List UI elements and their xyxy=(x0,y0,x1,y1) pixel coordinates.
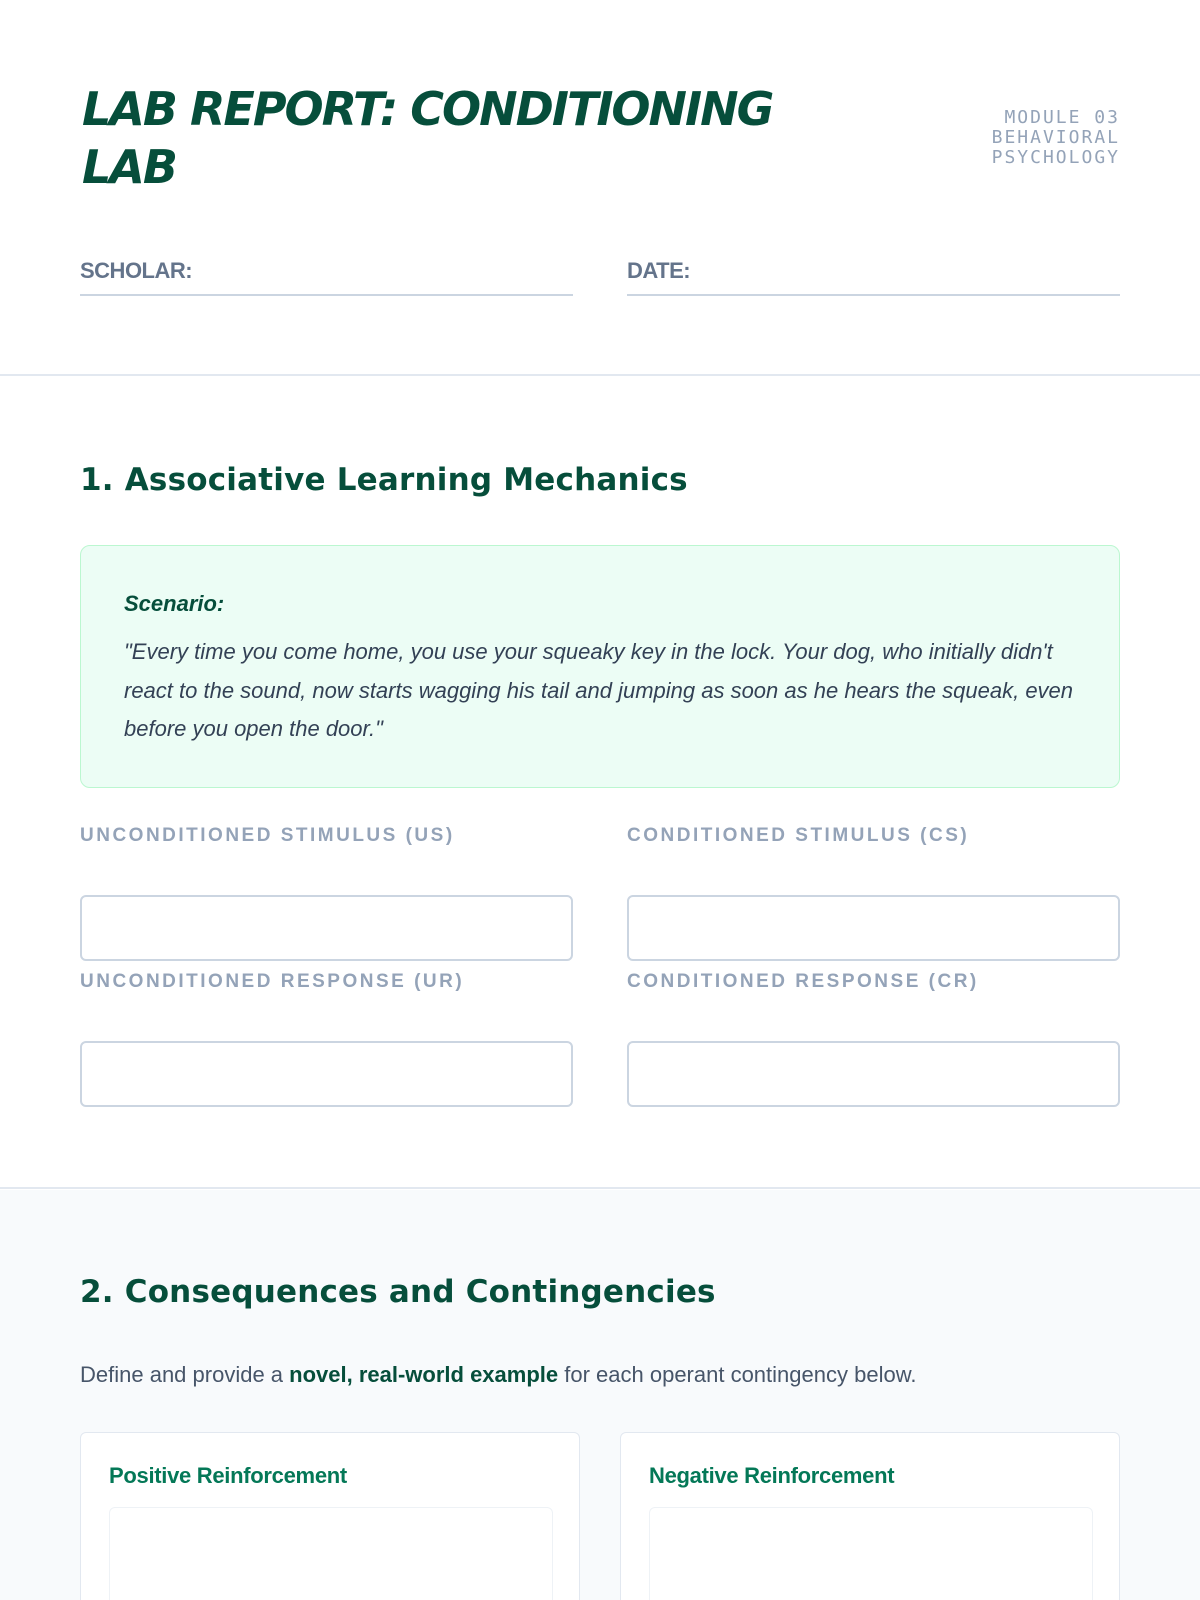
cr-input[interactable] xyxy=(627,1041,1120,1107)
module-line-subject-1: BEHAVIORAL xyxy=(991,127,1120,148)
cs-label: CONDITIONED STIMULUS (CS) xyxy=(627,825,970,846)
module-tag xyxy=(992,108,1120,168)
positive-reinforcement-answer[interactable] xyxy=(109,1507,553,1600)
negative-reinforcement-card xyxy=(620,1432,1120,1600)
date-field[interactable] xyxy=(627,252,1120,296)
ur-input[interactable] xyxy=(80,1041,573,1107)
section-2-heading: 2. Consequences and Contingencies xyxy=(80,1274,716,1310)
module-line-number: MODULE 03 xyxy=(1004,107,1120,128)
negative-reinforcement-title: Negative Reinforcement xyxy=(649,1463,895,1488)
scholar-field[interactable] xyxy=(80,252,573,296)
cr-label: CONDITIONED RESPONSE (CR) xyxy=(627,971,979,992)
section-1-heading: 1. Associative Learning Mechanics xyxy=(80,462,688,498)
section-consequences xyxy=(0,1190,1200,1600)
scenario-box xyxy=(80,545,1120,788)
scenario-text: "Every time you come home, you use your squeaky key in the lock. Your dog, who initially didn't react to the sound, now starts wagging his tail and jumping as soon as he hears the squeak, even before you open the door." xyxy=(124,639,1074,741)
us-input[interactable] xyxy=(80,895,573,961)
instruction-emphasis: novel, real-world example xyxy=(289,1362,559,1387)
page-title: LAB REPORT: CONDITIONING LAB xyxy=(82,82,773,194)
report-header xyxy=(0,0,1200,376)
section-associative-learning xyxy=(0,377,1200,1189)
ur-label: UNCONDITIONED RESPONSE (UR) xyxy=(80,971,465,992)
instruction-text-end: for each operant contingency below. xyxy=(558,1362,917,1387)
us-label: UNCONDITIONED STIMULUS (US) xyxy=(80,825,455,846)
scholar-label: SCHOLAR: xyxy=(80,258,193,283)
positive-reinforcement-card xyxy=(80,1432,580,1600)
date-label: DATE: xyxy=(627,258,691,283)
negative-reinforcement-answer[interactable] xyxy=(649,1507,1093,1600)
positive-reinforcement-title: Positive Reinforcement xyxy=(109,1463,347,1488)
section-2-instruction xyxy=(80,1362,916,1388)
cs-input[interactable] xyxy=(627,895,1120,961)
module-line-subject-2: PSYCHOLOGY xyxy=(991,147,1120,168)
scenario-label: Scenario: xyxy=(124,591,225,616)
instruction-text-start: Define and provide a xyxy=(80,1362,290,1387)
